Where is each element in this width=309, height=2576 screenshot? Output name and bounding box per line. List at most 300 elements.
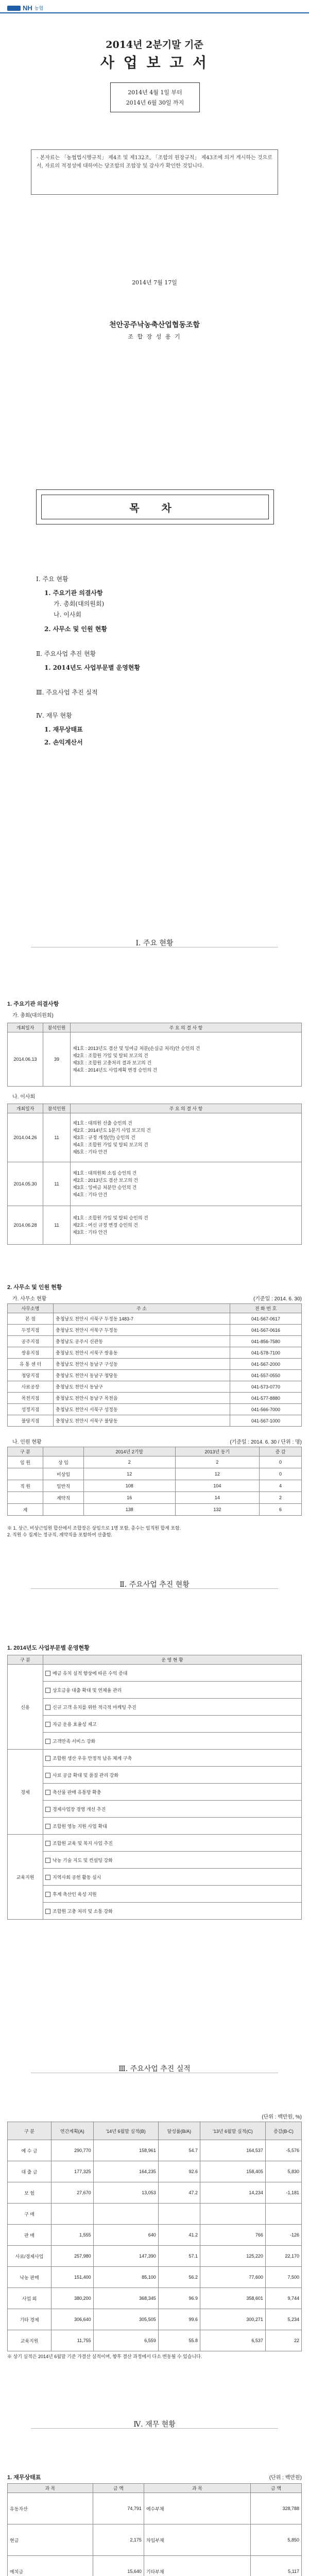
cell-line: 제3호 : 기타 안건 [73, 1230, 108, 1235]
cell-line: 제3호 : 규정 개정(안) 승인의 건 [73, 1135, 135, 1140]
col-header: 참석인원 [43, 1104, 71, 1113]
cell: 57.1 [158, 2246, 200, 2267]
cell-line: 제1호 : 조합원 가입 및 탈퇴 승인의 건 [73, 1215, 148, 1221]
operation-item: 축산물 판매 유통망 확충 [53, 1789, 101, 1795]
sec4-h1: 1. 재무상태표 [7, 2475, 41, 2481]
cell-line: 제3호 : 조합원 고충처리 결과 보고의 건 [73, 1060, 151, 1065]
cell: 041-557-0550 [230, 1370, 302, 1381]
cover-org: 천안공주낙농축산업협동조합 [109, 321, 200, 329]
cell: 125,220 [200, 2246, 266, 2267]
cell: 0 [260, 1456, 302, 1468]
cell: 계약직 [43, 1492, 84, 1504]
cell: 구 매 [8, 2204, 52, 2225]
cell: 충청남도 천안시 서북구 불당동 [54, 1415, 230, 1427]
cell: 041-856-7580 [230, 1336, 302, 1347]
cell: 158,961 [93, 2140, 158, 2161]
cell: 22,170 [265, 2246, 301, 2267]
operation-item: 고객만족 서비스 강화 [53, 1738, 96, 1744]
checkbox-icon [45, 1705, 50, 1710]
cell: 6,537 [200, 2330, 266, 2351]
cell [43, 1767, 302, 1784]
balance-sheet-table [7, 2483, 302, 2576]
cell: 2 [84, 1456, 176, 1468]
table-row [8, 1468, 302, 1480]
table-row [8, 1750, 302, 1767]
cell: 041-566-7000 [230, 1404, 302, 1415]
table-row [8, 1162, 302, 1206]
table-row [8, 1313, 302, 1325]
cell: 6 [260, 1504, 302, 1516]
cell: 54.7 [158, 2140, 200, 2161]
col-header: 참석인원 [43, 1023, 71, 1032]
table-row [8, 1767, 302, 1784]
cell: 유 통 센 터 [8, 1359, 54, 1370]
col-header [43, 1447, 84, 1456]
cell: 충청남도 천안시 서북구 성정동 [54, 1404, 230, 1415]
col-header: '14년 6월말 실적(B) [93, 2122, 158, 2140]
cell [43, 1682, 302, 1699]
cell: 041-577-8880 [230, 1393, 302, 1404]
cell: 358,601 [200, 2288, 266, 2309]
col-header: 사무소명 [8, 1304, 54, 1313]
toc-item[interactable]: 2. 손익계산서 [44, 739, 83, 746]
cell: 예수부채 [144, 2493, 250, 2524]
operation-item: 경제사업장 경영 개선 추진 [53, 1806, 106, 1812]
cell: 충청남도 천안시 동남구 구성동 [54, 1359, 230, 1370]
office-unit: (기준일 : 2014. 6. 30) [253, 1296, 302, 1302]
table-row [8, 2493, 302, 2524]
toc-box [36, 489, 274, 524]
cell: -1,181 [265, 2182, 301, 2204]
checkbox-icon [45, 1858, 50, 1863]
cell-line: 제1호 : 대의원 선출 승인의 건 [73, 1121, 132, 1126]
cell: 충청남도 천안시 동남구 청당동 [54, 1370, 230, 1381]
cell: 99.6 [158, 2309, 200, 2330]
table-row [8, 1818, 302, 1835]
cell [93, 2204, 158, 2225]
table-row [8, 1716, 302, 1733]
table-row [8, 1699, 302, 1716]
checkbox-icon [45, 1739, 50, 1744]
cell: 5,850 [251, 2524, 302, 2556]
cell: 기타부채 [144, 2556, 250, 2576]
sec3-note: ※ 상기 실적은 2014년 6월말 기준 가결산 실적이며, 향후 결산 과정에서 다소 변동될 수 있습니다. [7, 2354, 202, 2359]
cell: 306,640 [52, 2309, 94, 2330]
cell: 2 [175, 1456, 259, 1468]
period-start: 2014년 4월 1일 부터 [128, 89, 182, 96]
checkbox-icon [45, 1807, 50, 1812]
cell: 본 점 [8, 1313, 54, 1325]
nh-logo [7, 4, 43, 12]
cell [43, 1750, 302, 1767]
period-box [110, 82, 200, 112]
notice-box: - 본자료는 「농협법시행규칙」 제4조 및 제132조, 「조합의 원장규칙」 제43조에 의거 게시하는 것으로서, 자료의 적정성에 대하여는 당조합의 조합장 및 감사가 확인한 것입니다. [31, 149, 278, 195]
cell [158, 2204, 200, 2225]
table-row [8, 1370, 302, 1381]
cell [43, 1504, 84, 1516]
cell [43, 1784, 302, 1801]
cell-line: 제1호 : 2013년도 결산 및 잉여금 처분(손실금 처리)안 승인의 건 [73, 1046, 200, 1051]
table-row [8, 1032, 302, 1087]
table-row [8, 2140, 302, 2161]
toc-item[interactable]: Ⅰ. 주요 현황 [36, 575, 68, 583]
cell: 257,980 [52, 2246, 94, 2267]
cell: 사업 외 [8, 2288, 52, 2309]
cell: 177,325 [52, 2161, 94, 2182]
table-row [8, 2288, 302, 2309]
col-header: 개최일자 [8, 1023, 43, 1032]
cell: 12 [84, 1468, 176, 1480]
cell: 일반직 [43, 1480, 84, 1492]
cell: 5,830 [265, 2161, 301, 2182]
col-header: 2013년 동기 [175, 1447, 259, 1456]
cell-line: 제2호 : 조합원 가입 및 탈퇴 보고의 건 [73, 1053, 148, 1058]
table-row [8, 2161, 302, 2182]
cell: 12 [175, 1468, 259, 1480]
col-header: 주 소 [54, 1304, 230, 1313]
operation-item: 신규 고객 유치를 위한 적극적 마케팅 추진 [53, 1704, 136, 1710]
cell: 290,770 [52, 2140, 94, 2161]
cell [52, 2204, 94, 2225]
toc-item[interactable]: Ⅱ. 주요사업 추진 현황 [36, 650, 96, 657]
sec1-ga: 가. 총회(대의원회) [12, 1013, 54, 1019]
operation-item: 조합원 생산 우유 안정적 납유 체계 구축 [53, 1755, 132, 1761]
cell [8, 1492, 43, 1504]
cell: 예 수 금 [8, 2140, 52, 2161]
cell: 대 출 금 [8, 2161, 52, 2182]
cell: 138 [84, 1504, 176, 1516]
general-meeting-table [7, 1023, 302, 1087]
cell: 성정지점 [8, 1404, 54, 1415]
checkbox-icon [45, 1688, 50, 1693]
cell: 비상임 [43, 1468, 84, 1480]
sec1-na: 나. 이사회 [12, 1094, 36, 1100]
cell: 041-578-7100 [230, 1347, 302, 1359]
cell: 2 [260, 1492, 302, 1504]
table-row [8, 2524, 302, 2556]
sec1-h1: 1. 주요기관 의결사항 [7, 1001, 59, 1007]
office-sub: 가. 사무소 현황 [12, 1296, 47, 1302]
checkbox-icon [45, 1824, 50, 1829]
cell [43, 1699, 302, 1716]
cell: 교육지원 [8, 2330, 52, 2351]
cell: 164,235 [93, 2161, 158, 2182]
checkbox-icon [45, 1875, 50, 1880]
col-header: 금 액 [93, 2484, 144, 2493]
cell: 2,175 [93, 2524, 144, 2556]
cell: 300,271 [200, 2309, 266, 2330]
table-row [8, 2182, 302, 2204]
toc-item[interactable]: 나. 이사회 [54, 611, 81, 618]
cell: 74,791 [93, 2493, 144, 2524]
cell: 041-573-0770 [230, 1381, 302, 1393]
cell: 판 매 [8, 2225, 52, 2246]
cell: 두정지점 [8, 1325, 54, 1336]
cell: 158,405 [200, 2161, 266, 2182]
cell: 380,200 [52, 2288, 94, 2309]
table-row [8, 1456, 302, 1468]
nh-logo-mark [7, 6, 21, 11]
table-row [8, 1733, 302, 1750]
cell [43, 1869, 302, 1886]
table-row [8, 1492, 302, 1504]
checkbox-icon [45, 1756, 50, 1761]
checkbox-icon [45, 1773, 50, 1778]
toc-item[interactable]: 1. 재무상태표 [44, 726, 83, 733]
cell: 77,600 [200, 2267, 266, 2288]
cell [8, 1468, 43, 1480]
cell: 불당지점 [8, 1415, 54, 1427]
col-header: 운 영 현 황 [43, 1655, 302, 1665]
cell: 5,117 [251, 2556, 302, 2576]
cell: 11 [43, 1113, 71, 1162]
cell: 6,559 [93, 2330, 158, 2351]
toc-item[interactable]: 1. 주요기관 의결사항 [44, 589, 103, 597]
cell: 104 [175, 1480, 259, 1492]
cell: 2014.04.26 [8, 1113, 43, 1162]
col-header: 달성률(B/A) [158, 2122, 200, 2140]
table-row [8, 1869, 302, 1886]
cell: -126 [265, 2225, 301, 2246]
cell: 신용 [8, 1665, 43, 1750]
col-header: 구 분 [8, 1655, 43, 1665]
cell [43, 1886, 302, 1903]
cell: 14 [175, 1492, 259, 1504]
cell [43, 1852, 302, 1869]
col-header: '13년 6월말 실적(C) [200, 2122, 266, 2140]
period-end: 2014년 6월 30일 까지 [126, 99, 184, 106]
cell: 108 [84, 1480, 176, 1492]
col-header: 금 액 [251, 2484, 302, 2493]
cell-line: 제2호 : 2013년도 결산 보고의 건 [73, 1178, 138, 1183]
toc-item[interactable]: 1. 2014년도 사업부문별 운영현황 [44, 664, 140, 671]
cell [43, 1801, 302, 1818]
cell: 공주지점 [8, 1336, 54, 1347]
cell [43, 1716, 302, 1733]
cover-date: 2014년 7월 17일 [132, 279, 177, 286]
table-row [8, 1359, 302, 1370]
table-row [8, 1206, 302, 1245]
results-table [7, 2122, 302, 2351]
cell: 2014.05.30 [8, 1162, 43, 1206]
cell-line: 제4호 : 기타 안건 [73, 1192, 108, 1197]
cell [43, 1818, 302, 1835]
cell: 직 원 [8, 1480, 43, 1492]
table-row [8, 2330, 302, 2351]
cell: 47.2 [158, 2182, 200, 2204]
cell: 39 [43, 1032, 71, 1087]
table-row [8, 1835, 302, 1852]
cell [43, 1835, 302, 1852]
table-row [8, 1404, 302, 1415]
table-row [8, 2204, 302, 2225]
cell: 766 [200, 2225, 266, 2246]
table-row [8, 2267, 302, 2288]
checkbox-icon [45, 1909, 50, 1914]
col-header: 과 목 [8, 2484, 93, 2493]
cell: 청당지점 [8, 1370, 54, 1381]
sec3-unit: (단위 : 백만원, %) [262, 2114, 302, 2120]
table-row [8, 2309, 302, 2330]
cell: 9,744 [265, 2288, 301, 2309]
cell: 쌍용지점 [8, 1347, 54, 1359]
checkbox-icon [45, 1722, 50, 1727]
cell: 132 [175, 1504, 259, 1516]
cell-line: 제4호 : 조합원 가입 및 탈퇴 보고의 건 [73, 1142, 148, 1147]
cover-chief: 조 합 장 성 용 기 [128, 333, 181, 340]
col-header: 전 화 번 호 [230, 1304, 302, 1313]
col-header: 주 요 의 결 사 항 [71, 1104, 302, 1113]
col-header: 연간계획(A) [52, 2122, 94, 2140]
cell: 현금 [8, 2524, 93, 2556]
staff-sub: 나. 인원 현황 [12, 1439, 42, 1445]
operation-item: 지역사회 공헌 활동 실시 [53, 1874, 101, 1880]
table-row [8, 1903, 302, 1920]
table-row [8, 1886, 302, 1903]
cell: 낙농 판매 [8, 2267, 52, 2288]
cell: 5,234 [265, 2309, 301, 2330]
cell: 7,500 [265, 2267, 301, 2288]
cell: 41.2 [158, 2225, 200, 2246]
section-2-title: Ⅱ. 주요사업 추진 현황 [119, 1581, 190, 1589]
cell-line: 제2호 : 여신 규정 변경 승인의 건 [73, 1223, 138, 1228]
cell [43, 1665, 302, 1682]
cell: 충청남도 천안시 동남구 목천읍 [54, 1393, 230, 1404]
cell: 13,053 [93, 2182, 158, 2204]
cell: 92.6 [158, 2161, 200, 2182]
checkbox-icon [45, 1892, 50, 1897]
cell: 사료/경제사업 [8, 2246, 52, 2267]
cell: 15,640 [93, 2556, 144, 2576]
cell-line: 제5호 : 기타 안건 [73, 1149, 108, 1155]
operation-item: 낙농 기술 지도 및 컨설팅 강화 [53, 1857, 113, 1863]
cell-line: 제3호 : 잉여금 처분안 승인의 건 [73, 1185, 137, 1190]
cell: 27,670 [52, 2182, 94, 2204]
table-row [8, 1852, 302, 1869]
operation-item: 후계 축산인 육성 지원 [53, 1891, 97, 1897]
logo-name: NH [23, 4, 32, 12]
cell: 임 원 [8, 1456, 43, 1468]
cell: 2014.06.28 [8, 1206, 43, 1245]
toc-item[interactable]: Ⅲ. 주요사업 추진 실적 [36, 689, 98, 696]
cell-line: 제1호 : 대의원회 소집 승인의 건 [73, 1171, 137, 1176]
col-header: 구 분 [8, 1447, 43, 1456]
table-row [8, 1504, 302, 1516]
cell: 14,234 [200, 2182, 266, 2204]
operation-item: 예금 유치 실적 향상에 따른 수익 증대 [53, 1670, 128, 1676]
table-row [8, 1347, 302, 1359]
logo-sub: 농협 [34, 6, 44, 11]
cell: 보 험 [8, 2182, 52, 2204]
toc-title: 목 차 [41, 495, 269, 519]
operation-item: 상호금융 대출 확대 및 연체율 관리 [53, 1687, 122, 1693]
staff-unit: (기준일 : 2014. 6. 30 / 단위 : 명) [230, 1439, 302, 1445]
table-row [8, 1784, 302, 1801]
cell: 640 [93, 2225, 158, 2246]
operation-table [7, 1655, 302, 1920]
toc-item[interactable]: 2. 사무소 및 인원 현황 [44, 625, 107, 633]
cell: 0 [260, 1468, 302, 1480]
table-row [8, 1801, 302, 1818]
checkbox-icon [45, 1790, 50, 1795]
table-row [8, 1665, 302, 1682]
checkbox-icon [45, 1841, 50, 1846]
table-row [8, 1325, 302, 1336]
cell: -5,576 [265, 2140, 301, 2161]
top-rule [0, 12, 309, 13]
cell: 11 [43, 1206, 71, 1245]
cell: 경제 [8, 1750, 43, 1835]
cell [43, 1733, 302, 1750]
cell: 96.9 [158, 2288, 200, 2309]
sec1-h2: 2. 사무소 및 인원 현황 [7, 1284, 62, 1291]
table-row [8, 1393, 302, 1404]
cover-main-title: 사 업 보 고 서 [100, 54, 209, 71]
cell: 4 [260, 1480, 302, 1492]
cell: 041-567-0617 [230, 1313, 302, 1325]
staff-table [7, 1447, 302, 1516]
table-row [8, 1381, 302, 1393]
toc-item[interactable]: Ⅳ. 재무 현황 [36, 712, 72, 719]
toc-item[interactable]: 가. 총회(대의원회) [54, 600, 105, 607]
table-row [8, 2556, 302, 2576]
operation-item: 조합원 영농 지원 사업 확대 [53, 1823, 107, 1829]
operation-item: 조합원 교육 및 복지 사업 추진 [53, 1840, 113, 1846]
col-header: 증 감 [260, 1447, 302, 1456]
staff-note: ※ 1. 상근, 비상근임원 합산에서 조합장은 상임으로 1명 포함, 총수는 임직원 합계 포함. 2. 직원 수 집계는 정규직, 계약직을 포함하여 산출함. [7, 1526, 181, 1537]
cell: 충청남도 천안시 서북구 쌍용동 [54, 1347, 230, 1359]
table-row [8, 1480, 302, 1492]
cell: 교육지원 [8, 1835, 43, 1920]
cell: 충청남도 천안시 서북구 두정동 [54, 1325, 230, 1336]
cell: 충청남도 공주시 신관동 [54, 1336, 230, 1347]
cell: 368,345 [93, 2288, 158, 2309]
cell: 11,755 [52, 2330, 94, 2351]
table-row [8, 1415, 302, 1427]
cell: 사료공장 [8, 1381, 54, 1393]
checkbox-icon [45, 1671, 50, 1676]
section-4-title: Ⅳ. 재무 현황 [133, 2420, 176, 2429]
cell: 유동자산 [8, 2493, 93, 2524]
cell: 85,100 [93, 2267, 158, 2288]
cell [43, 1903, 302, 1920]
cell: 목천지점 [8, 1393, 54, 1404]
cell: 56.2 [158, 2267, 200, 2288]
cell: 305,505 [93, 2309, 158, 2330]
col-header: 2014년 2기말 [84, 1447, 176, 1456]
cell: 041-567-1000 [230, 1415, 302, 1427]
cell: 기타 경제 [8, 2309, 52, 2330]
col-header: 과 목 [144, 2484, 250, 2493]
cell: 151,400 [52, 2267, 94, 2288]
cell: 11 [43, 1162, 71, 1206]
col-header: 주 요 의 결 사 항 [71, 1023, 302, 1032]
operation-item: 조합원 고충 처리 및 소통 강화 [53, 1908, 113, 1914]
operation-item: 자금 운용 효율성 제고 [53, 1721, 97, 1727]
cell: 충청남도 천안시 서북구 두정동 1483-7 [54, 1313, 230, 1325]
cell-line: 제2호 : 2014년도 1분기 사업 보고의 건 [73, 1128, 151, 1133]
cell: 계 [8, 1504, 43, 1516]
cell: 328,788 [251, 2493, 302, 2524]
table-row [8, 1682, 302, 1699]
bs-unit: (단위 : 백만원) [269, 2475, 302, 2481]
cell: 041-567-2000 [230, 1359, 302, 1370]
col-header: 증감(B-C) [265, 2122, 301, 2140]
cell: 상 임 [43, 1456, 84, 1468]
cell: 예치금 [8, 2556, 93, 2576]
cell-line: 제4호 : 2014년도 사업계획 변경 승인의 건 [73, 1067, 158, 1073]
cell: 041-567-0616 [230, 1325, 302, 1336]
